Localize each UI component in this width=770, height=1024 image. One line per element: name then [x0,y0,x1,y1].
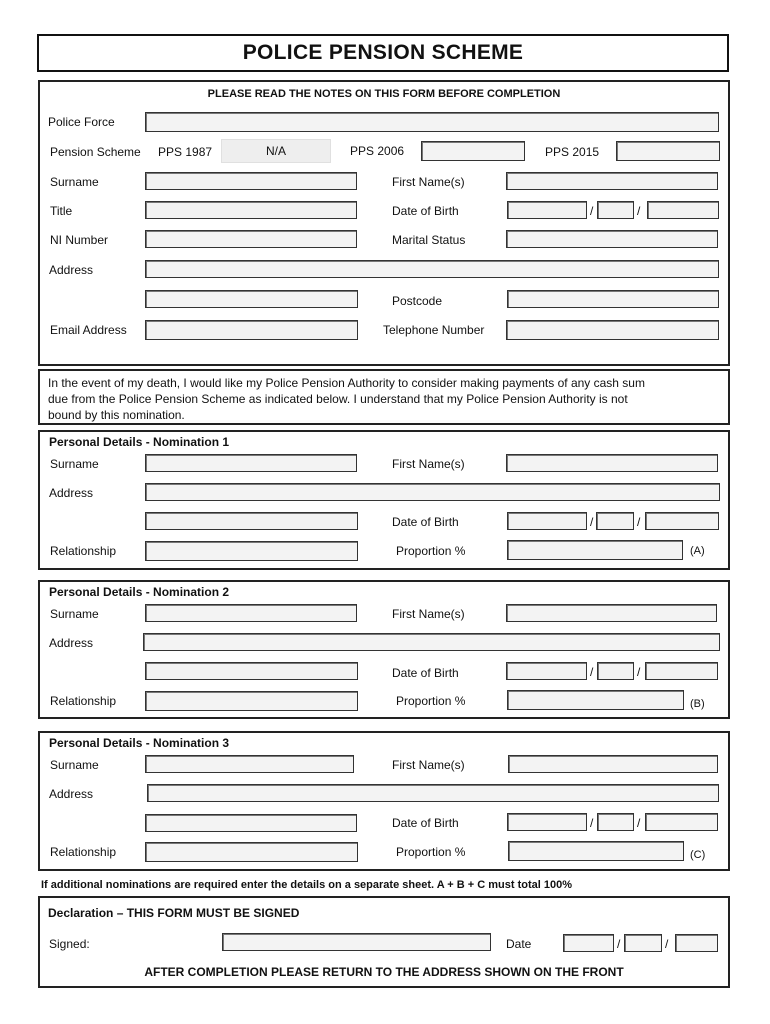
nom2-dob-label: Date of Birth [392,666,459,680]
date-separator: / [617,937,621,951]
return-instructions: AFTER COMPLETION PLEASE RETURN TO THE ADDRESS SHOWN ON THE FRONT [144,965,624,979]
first-names-field[interactable] [506,172,718,190]
nom2-surname-field[interactable] [145,604,357,622]
nom1-marker: (A) [690,545,705,557]
date-separator: / [637,204,641,218]
nomination-2-heading: Personal Details - Nomination 2 [49,585,230,599]
nom3-dob-month-field[interactable] [597,813,634,831]
nom2-dob-year-field[interactable] [645,662,718,680]
nom2-address-label: Address [49,636,94,650]
date-separator: / [665,937,669,951]
nom2-address-line1-field[interactable] [143,633,720,651]
postcode-label: Postcode [392,294,443,308]
nom3-address-line2-field[interactable] [145,814,357,832]
dob-month-field[interactable] [597,201,634,219]
nom1-first-names-label: First Name(s) [392,457,465,471]
first-names-label: First Name(s) [392,175,465,189]
address-line2-field[interactable] [145,290,358,308]
nom3-proportion-field[interactable] [508,841,684,861]
title-field[interactable] [145,201,357,219]
nom1-relationship-label: Relationship [50,544,117,558]
nom1-relationship-field[interactable] [145,541,358,561]
nom3-relationship-label: Relationship [50,845,117,859]
declaration-heading: Declaration – THIS FORM MUST BE SIGNED [48,906,300,920]
nom1-first-names-field[interactable] [506,454,718,472]
date-separator: / [590,515,594,529]
nom1-proportion-label: Proportion % [396,544,466,558]
signed-date-year-field[interactable] [675,934,718,952]
ni-number-label: NI Number [50,233,109,247]
nom1-address-line1-field[interactable] [145,483,720,501]
signed-date-day-field[interactable] [563,934,614,952]
date-separator: / [637,665,641,679]
telephone-field[interactable] [506,320,719,340]
nom3-first-names-field[interactable] [508,755,718,773]
date-separator: / [637,515,641,529]
email-field[interactable] [145,320,358,340]
postcode-field[interactable] [507,290,719,308]
nom2-first-names-field[interactable] [506,604,717,622]
nom3-dob-label: Date of Birth [392,816,459,830]
nom2-marker: (B) [690,698,705,710]
signed-label: Signed: [49,937,90,951]
pps1987-value: N/A [221,139,331,163]
pps2015-field[interactable] [616,141,720,161]
statement-line1: In the event of my death, I would like my Police Pension Authority to consider making payments of any cash sum [48,376,645,390]
nom2-relationship-field[interactable] [145,691,358,711]
nom1-dob-year-field[interactable] [645,512,719,530]
nomination-1-heading: Personal Details - Nomination 1 [49,435,230,449]
nom1-surname-label: Surname [50,457,99,471]
nom1-dob-day-field[interactable] [507,512,587,530]
marital-status-label: Marital Status [392,233,466,247]
nom2-first-names-label: First Name(s) [392,607,465,621]
nom1-dob-month-field[interactable] [596,512,634,530]
marital-status-field[interactable] [506,230,718,248]
nom3-relationship-field[interactable] [145,842,358,862]
nom3-address-label: Address [49,787,94,801]
surname-label: Surname [50,175,99,189]
page-title: POLICE PENSION SCHEME [37,34,729,72]
signed-date-month-field[interactable] [624,934,662,952]
nom2-relationship-label: Relationship [50,694,117,708]
address-line1-field[interactable] [145,260,719,278]
pps1987-label: PPS 1987 [158,145,213,159]
nom2-dob-month-field[interactable] [597,662,634,680]
statement-line2: due from the Police Pension Scheme as indicated below. I understand that my Police Pension Authority is not [48,392,628,406]
nom2-proportion-label: Proportion % [396,694,466,708]
date-separator: / [637,816,641,830]
ni-number-field[interactable] [145,230,357,248]
nom3-surname-field[interactable] [145,755,354,773]
additional-nominations-note: If additional nominations are required enter the details on a separate sheet. A + B + C must total 100% [41,879,572,891]
surname-field[interactable] [145,172,357,190]
date-separator: / [590,204,594,218]
dob-label: Date of Birth [392,204,459,218]
nom3-dob-year-field[interactable] [645,813,718,831]
nom1-surname-field[interactable] [145,454,357,472]
nom3-address-line1-field[interactable] [147,784,719,802]
pension-scheme-label: Pension Scheme [50,145,141,159]
date-separator: / [590,665,594,679]
statement-line3: bound by this nomination. [48,408,185,422]
pps2015-label: PPS 2015 [545,145,600,159]
nom2-proportion-field[interactable] [507,690,684,710]
email-label: Email Address [50,323,127,337]
police-force-field[interactable] [145,112,719,132]
nom2-dob-day-field[interactable] [506,662,587,680]
pps2006-label: PPS 2006 [350,144,405,158]
completion-notice: PLEASE READ THE NOTES ON THIS FORM BEFORE COMPLETION [207,88,561,100]
address-label: Address [49,263,94,277]
dob-year-field[interactable] [647,201,719,219]
nom3-first-names-label: First Name(s) [392,758,465,772]
title-label: Title [50,204,73,218]
date-separator: / [590,816,594,830]
date-label: Date [506,937,532,951]
telephone-label: Telephone Number [383,323,485,337]
nom3-proportion-label: Proportion % [396,845,466,859]
nom3-dob-day-field[interactable] [507,813,587,831]
nom1-address-label: Address [49,486,94,500]
pps2006-field[interactable] [421,141,525,161]
nomination-3-heading: Personal Details - Nomination 3 [49,736,230,750]
nom3-marker: (C) [690,849,706,861]
signature-field[interactable] [222,933,491,951]
nom2-address-line2-field[interactable] [145,662,358,680]
nom1-proportion-field[interactable] [507,540,683,560]
dob-day-field[interactable] [507,201,587,219]
nom3-surname-label: Surname [50,758,99,772]
nom2-surname-label: Surname [50,607,99,621]
police-force-label: Police Force [48,115,115,129]
nom1-address-line2-field[interactable] [145,512,358,530]
nom1-dob-label: Date of Birth [392,515,459,529]
